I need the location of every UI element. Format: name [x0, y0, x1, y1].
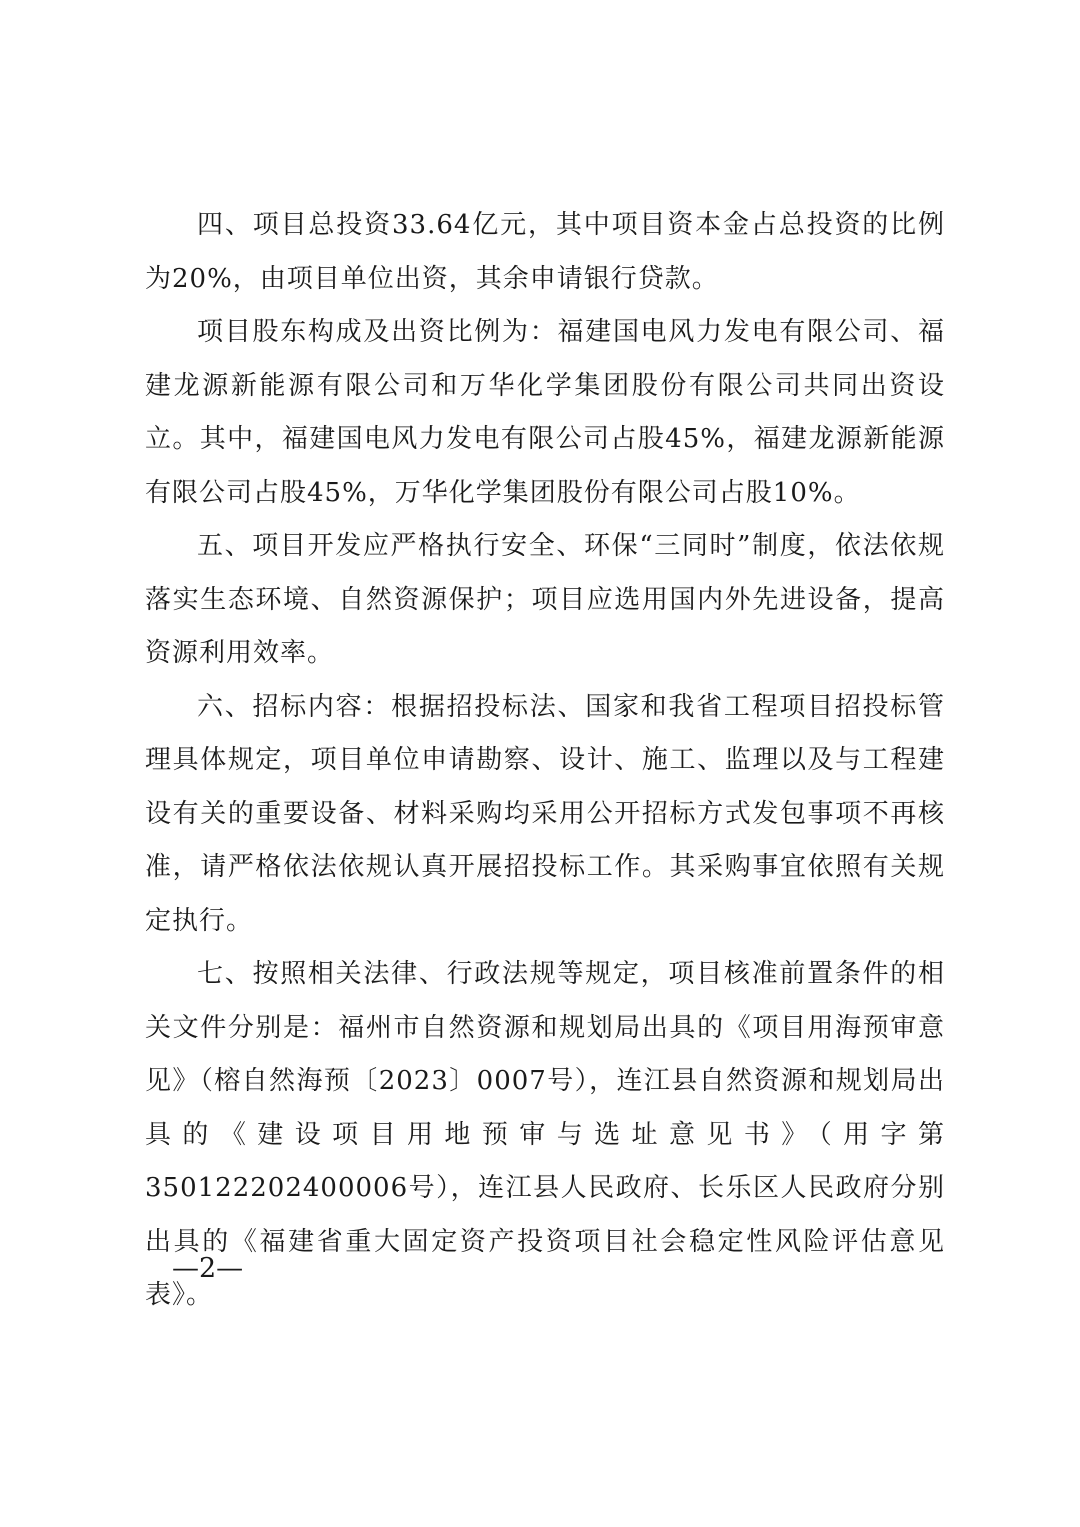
paragraph-shareholders: 项目股东构成及出资比例为：福建国电风力发电有限公司、福建龙源新能源有限公司和万华化学集团股份有限公司共同出资设立。其中，福建国电风力发电有限公司占股45%，福建龙源新能源有限公司占股45%，万华化学集团股份有限公司占股10%。 [145, 317, 945, 508]
paragraph-bidding: 六、招标内容：根据招投标法、国家和我省工程项目招投标管理具体规定，项目单位申请勘察、设计、施工、监理以及与工程建设有关的重要设备、材料采购均采用公开招标方式发包事项不再核准，请严格依法依规认真开展招投标工作。其采购事宜依照有关规定执行。 [145, 691, 945, 936]
document-body [145, 199, 945, 1323]
page-number: —2— [172, 1253, 244, 1284]
paragraph-safety: 五、项目开发应严格执行安全、环保“三同时”制度，依法依规落实生态环境、自然资源保护；项目应选用国内外先进设备，提高资源利用效率。 [145, 531, 945, 668]
paragraph-preconditions: 七、按照相关法律、行政法规等规定，项目核准前置条件的相关文件分别是：福州市自然资源和规划局出具的《项目用海预审意见》（榕自然海预〔2023〕0007号），连江县自然资源和规划局出具的《建设项目用地预审与选址意见书》（用字第350122202400006号），连江县人民政府、长乐区人民政府分别出具的《福建省重大固定资产投资项目社会稳定性风险评估意见表》。 [145, 959, 945, 1310]
paragraph-investment: 四、项目总投资33.64亿元，其中项目资本金占总投资的比例为20%，由项目单位出资，其余申请银行贷款。 [145, 210, 945, 294]
